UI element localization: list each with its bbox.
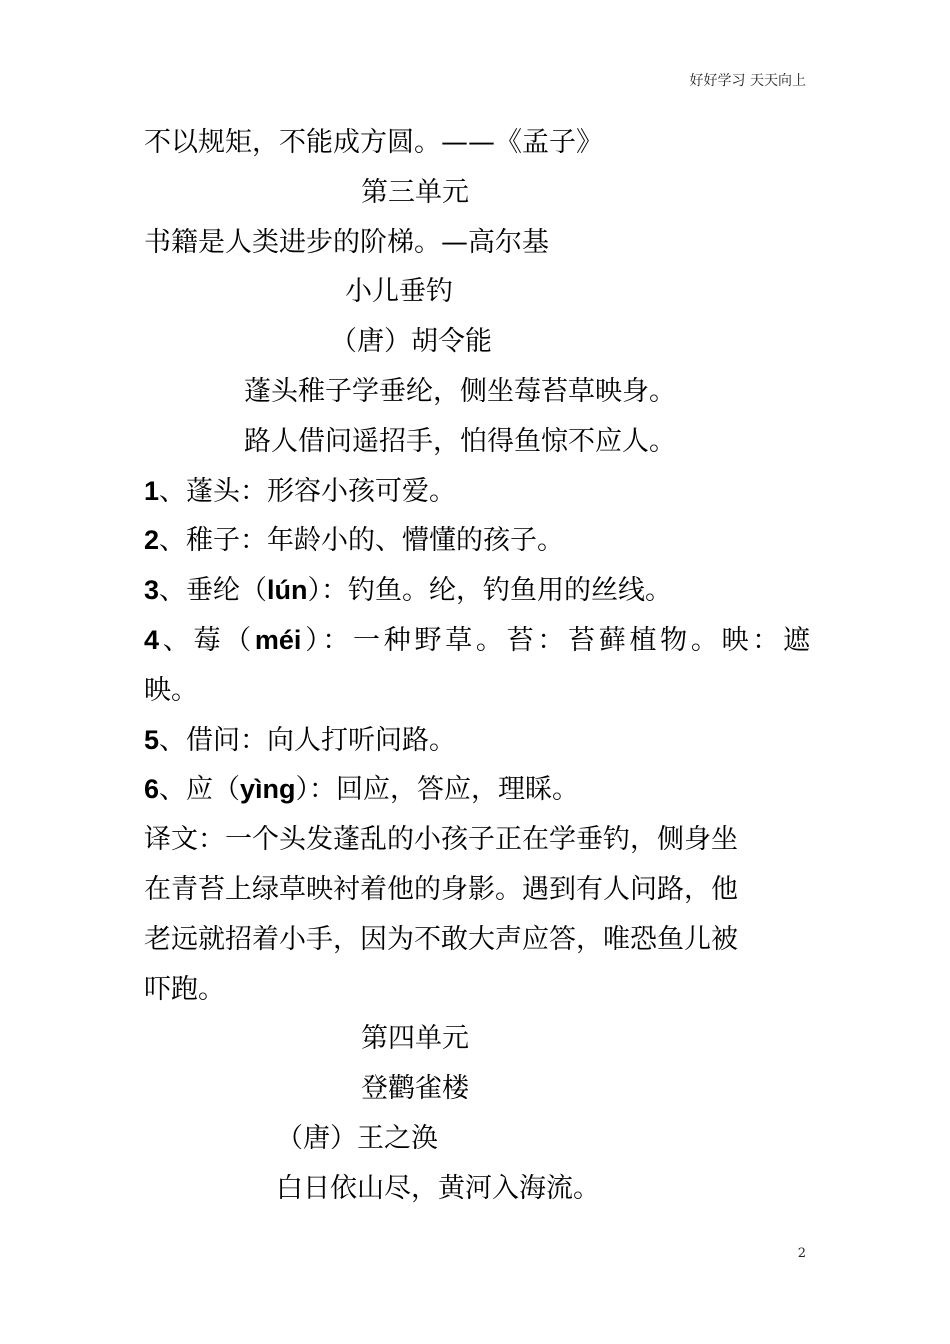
note-5: 5、借问：向人打听问路。 [144, 724, 457, 756]
poem1-line-2: 路人借问遥招手，怕得鱼惊不应人。 [244, 425, 676, 457]
poem2-title: 登鹳雀楼 [361, 1073, 469, 1105]
poem2-author: （唐）王之涣 [276, 1122, 438, 1154]
quote-gorky: 书籍是人类进步的阶梯。—高尔基 [144, 226, 549, 258]
note-4-continued: 映。 [144, 674, 198, 706]
translation-line-4: 吓跑。 [144, 973, 225, 1005]
poem1-author: （唐）胡令能 [330, 326, 492, 358]
poem1-title: 小儿垂钓 [345, 276, 453, 308]
translation-line-2: 在青苔上绿草映衬着他的身影。遇到有人问路，他 [144, 873, 738, 905]
note-6: 6、应（yìng）：回应，答应，理睬。 [144, 774, 580, 806]
note-1: 1、蓬头：形容小孩可爱。 [144, 475, 457, 507]
note-2: 2、稚子：年龄小的、懵懂的孩子。 [144, 525, 565, 557]
translation-line-3: 老远就招着小手，因为不敢大声应答，唯恐鱼儿被 [144, 923, 738, 955]
poem1-line-1: 蓬头稚子学垂纶，侧坐莓苔草映身。 [244, 375, 676, 407]
page-number: 2 [797, 1246, 806, 1261]
document-body [144, 118, 810, 1214]
note-4: 4、莓（méi）：一种野草。苔：苔藓植物。映：遮 [144, 624, 811, 656]
poem2-line-1: 白日依山尽，黄河入海流。 [276, 1172, 600, 1204]
quote-mencius: 不以规矩，不能成方圆。——《孟子》 [144, 127, 603, 158]
page-header: 好好学习 天天向上 [689, 73, 806, 89]
unit4-heading: 第四单元 [361, 1023, 469, 1055]
note-3: 3、垂纶（lún）：钓鱼。纶，钓鱼用的丝线。 [144, 575, 673, 607]
translation-line-1: 译文：一个头发蓬乱的小孩子正在学垂钓，侧身坐 [144, 824, 738, 856]
unit3-heading: 第三单元 [361, 176, 469, 208]
